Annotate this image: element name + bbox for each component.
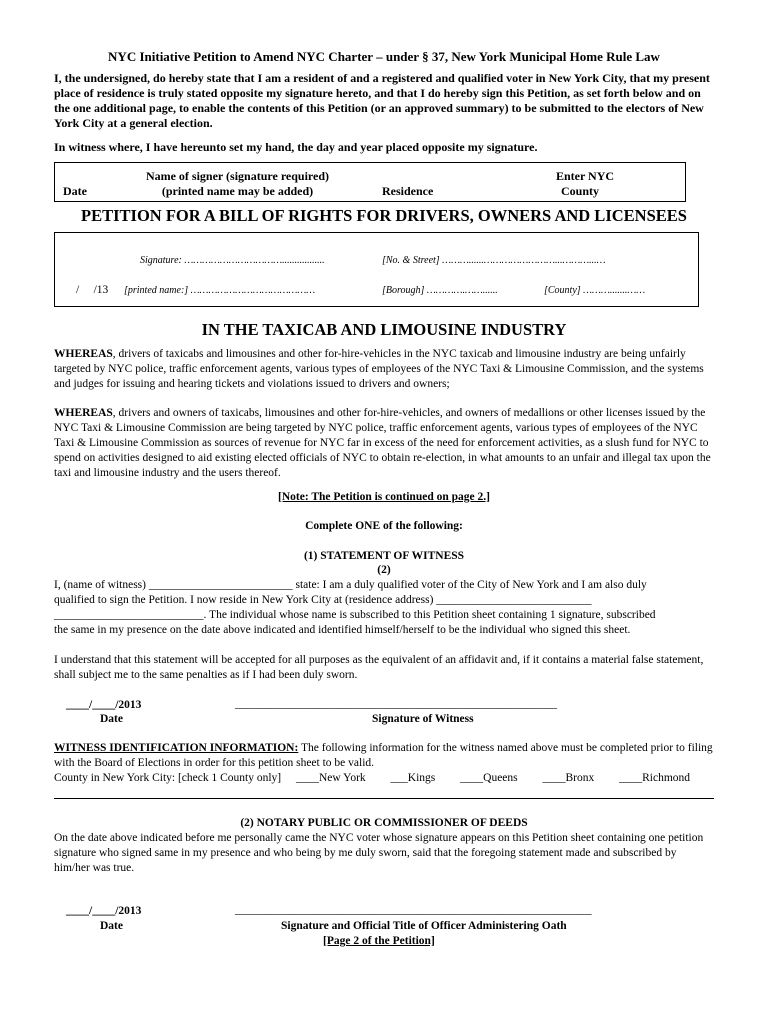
notary-heading: (2) NOTARY PUBLIC OR COMMISSIONER OF DEEDS bbox=[240, 817, 528, 829]
section-divider bbox=[54, 798, 714, 799]
notary-signature-label: Signature and Official Title of Officer Administering Oath bbox=[281, 920, 567, 932]
witness-statement-line3[interactable]: __________________________. The individual whose name is subscribed to this Petition sheet containing 1 signature, subscribed bbox=[54, 609, 656, 621]
county-checklist-label: County in New York City: [check 1 County only] bbox=[54, 772, 282, 784]
notary-date-label: Date bbox=[100, 920, 123, 932]
witness-statement-line2[interactable]: qualified to sign the Petition. I now reside in New York City at (residence address) ___________________________ bbox=[54, 594, 592, 606]
county-checklist bbox=[54, 771, 719, 786]
page-number-note: [Page 2 of the Petition] bbox=[323, 935, 435, 947]
signer-column-header-line2: (printed name may be added) bbox=[161, 184, 314, 198]
county-column-header-line2: County bbox=[560, 184, 599, 198]
county-option-bronx[interactable]: ____Bronx bbox=[542, 772, 595, 784]
county-field[interactable]: [County] ……….......…… bbox=[544, 285, 646, 296]
street-field[interactable]: [No. & Street] ………......……………………...………...… bbox=[382, 255, 606, 266]
county-option-queens[interactable]: ____Queens bbox=[460, 772, 518, 784]
witness-subheading: (2) bbox=[377, 564, 391, 576]
petition-title: PETITION FOR A BILL OF RIGHTS FOR DRIVERS, OWNERS AND LICENSEES bbox=[81, 206, 687, 225]
residence-column-header: Residence bbox=[382, 184, 434, 198]
whereas-text-1: , drivers of taxicabs and limousines and other for-hire-vehicles in the NYC taxicab and limousine industry are being unfairly targeted by NYC police, traffic enforcement agents, various types of employees of the NYC Taxi & Limousine Commission, and the systems and judges for issuing and hearing tickets and violations issued to drivers and owners; bbox=[54, 348, 704, 390]
whereas-text-2: , drivers and owners of taxicabs, limousines and other for-hire-vehicles, and owners of medallions or other licenses issued by the NYC Taxi & Limousine Commission are being targeted by NYC police, traffic enforcement agents, various types of employees of the NYC Taxi & Limousine Commission as sources of revenue for NYC far in excess of the need for enforcement activities, as a slush fund for NYC to spend on activities designed to aid existing elected officials of NYC to obtain re-election, in what amounts to an unfair and illegal tax upon the taxi and limousine industry and the users thereof. bbox=[54, 407, 711, 479]
county-option-new-york[interactable]: ____New York bbox=[296, 772, 366, 784]
petition-subtitle: IN THE TAXICAB AND LIMOUSINE INDUSTRY bbox=[201, 320, 567, 339]
witness-heading: (1) STATEMENT OF WITNESS bbox=[303, 550, 465, 562]
witness-date-label: Date bbox=[100, 713, 123, 725]
whereas-paragraph-2 bbox=[54, 406, 714, 481]
witness-id-paragraph bbox=[54, 741, 714, 771]
signer-column-header-line1: Name of signer (signature required) bbox=[145, 169, 330, 183]
continuation-note: [Note: The Petition is continued on page 2.] bbox=[278, 491, 490, 503]
intro-paragraph: I, the undersigned, do hereby state that I am a resident of and a registered and qualified voter in New York City, that my present place of residence is truly stated opposite my signature hereto, and that I do hereby sign this Petition, as set forth below and on the one additional page, to enable the contents of this Petition (or an approved summary) to be submitted to the electors of New York City at a general election. bbox=[54, 71, 710, 130]
whereas-lead-2: WHEREAS bbox=[54, 407, 113, 419]
notary-signature-line[interactable]: ______________________________________________________________ bbox=[235, 904, 592, 916]
county-option-kings[interactable]: ___Kings bbox=[390, 772, 436, 784]
witness-signature-line[interactable]: ________________________________________________________ bbox=[235, 698, 557, 710]
signature-date-field[interactable]: / /13 bbox=[76, 284, 109, 296]
witness-id-heading: WITNESS IDENTIFICATION INFORMATION: bbox=[54, 742, 299, 754]
borough-field[interactable]: [Borough] ………….……...... bbox=[382, 285, 498, 296]
date-column-header: Date bbox=[63, 184, 87, 198]
whereas-lead-1: WHEREAS bbox=[54, 348, 113, 360]
witness-id-text: The following information for the witness named above must be completed prior to filing with the Board of Elections in order for this petition sheet to be valid. bbox=[54, 742, 713, 769]
witness-where-line: In witness where, I have hereunto set my hand, the day and year placed opposite my signature. bbox=[54, 140, 538, 154]
complete-one-instruction: Complete ONE of the following: bbox=[305, 520, 463, 532]
county-column-header-line1: Enter NYC bbox=[555, 169, 615, 183]
document-title: NYC Initiative Petition to Amend NYC Charter – under § 37, New York Municipal Home Rule Law bbox=[108, 49, 660, 64]
understand-paragraph: I understand that this statement will be accepted for all purposes as the equivalent of an affidavit and, if it contains a material false statement, shall subject me to the same penalties as if I had been duly sworn. bbox=[54, 654, 704, 681]
witness-statement-line1[interactable]: I, (name of witness) _________________________ state: I am a duly qualified voter of the City of New York and I am also duly bbox=[54, 579, 647, 591]
printed-name-field[interactable]: [printed name:] …………………………………… bbox=[124, 285, 316, 296]
county-option-richmond[interactable]: ____Richmond bbox=[619, 772, 691, 784]
notary-paragraph: On the date above indicated before me personally came the NYC voter whose signature appears on this Petition sheet containing one petition signature who signed same in my presence and who being by me duly sworn, said that the foregoing statement made and subscribed by him/her was true. bbox=[54, 832, 704, 874]
notary-date-line[interactable]: ____/____/2013 bbox=[66, 905, 142, 917]
signature-field[interactable]: Signature: ……………………………................. bbox=[140, 255, 325, 266]
whereas-paragraph-1 bbox=[54, 347, 714, 392]
witness-statement-line4: the same in my presence on the date above indicated and identified himself/herself to be the individual who signed this sheet. bbox=[54, 624, 631, 636]
witness-signature-label: Signature of Witness bbox=[372, 713, 474, 725]
witness-date-line[interactable]: ____/____/2013 bbox=[66, 699, 142, 711]
